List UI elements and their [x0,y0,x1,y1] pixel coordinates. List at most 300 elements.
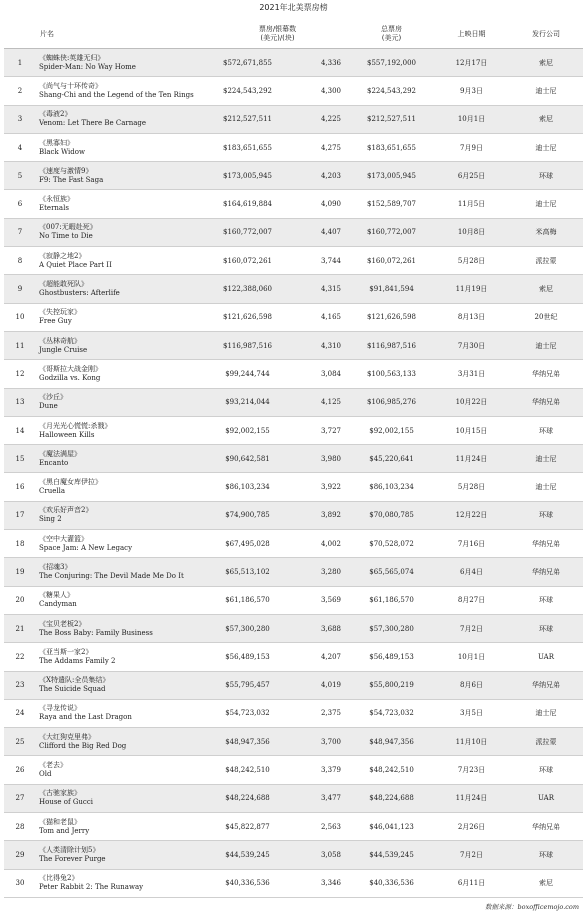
rank-cell: 16 [4,473,36,501]
theaters-cell: 3,084 [289,360,349,388]
title-cn: 《寂静之地2》 [39,251,86,260]
theaters-cell: 4,207 [289,643,349,671]
table-row [4,275,583,303]
distributor-cell: 华纳兄弟 [509,530,583,558]
release-date-cell: 11月19日 [434,275,509,303]
theaters-cell: 4,019 [289,671,349,699]
rank-cell: 11 [4,331,36,359]
table-row [4,133,583,161]
theaters-cell: 4,336 [289,49,349,77]
theaters-cell: 4,407 [289,218,349,246]
rank-cell: 6 [4,190,36,218]
total-cell: $40,336,536 [349,869,434,897]
title-cn: 《魔法满屋》 [39,449,81,458]
gross-cell: $48,224,688 [206,784,289,812]
header-gross-unit: (美元)/(块) [260,34,295,42]
distributor-cell: 环球 [509,416,583,444]
total-cell: $152,589,707 [349,190,434,218]
gross-cell: $572,671,855 [206,49,289,77]
title-cell [36,614,206,642]
title-cn: 《黑白魔女库伊拉》 [39,478,102,487]
total-cell: $70,080,785 [349,501,434,529]
release-date-cell: 7月16日 [434,530,509,558]
release-date-cell: 9月3日 [434,77,509,105]
title-cn: 《比得兔2》 [39,874,79,883]
title-cell [36,360,206,388]
title-en: Spider-Man: No Way Home [39,62,136,71]
gross-cell: $56,489,153 [206,643,289,671]
title-en: The Boss Baby: Family Business [39,628,153,637]
title-cell [36,841,206,869]
title-cell [36,162,206,190]
distributor-cell: 环球 [509,614,583,642]
distributor-cell: 索尼 [509,49,583,77]
rank-cell: 26 [4,756,36,784]
theaters-cell: 4,125 [289,388,349,416]
title-en: F9: The Fast Saga [39,175,104,184]
rank-cell: 19 [4,558,36,586]
release-date-cell: 6月25日 [434,162,509,190]
distributor-cell: 迪士尼 [509,445,583,473]
header-title: 片名 [36,20,206,49]
title-cell [36,699,206,727]
release-date-cell: 12月17日 [434,49,509,77]
title-en: Clifford the Big Red Dog [39,741,127,750]
total-cell: $121,626,598 [349,303,434,331]
release-date-cell: 2月26日 [434,813,509,841]
title-cell [36,190,206,218]
total-cell: $86,103,234 [349,473,434,501]
table-row [4,784,583,812]
distributor-cell: 派拉蒙 [509,247,583,275]
distributor-cell: UAR [509,784,583,812]
gross-cell: $65,513,102 [206,558,289,586]
rank-cell: 29 [4,841,36,869]
title-en: Peter Rabbit 2: The Runaway [39,883,144,892]
title-cell [36,445,206,473]
distributor-cell: 迪士尼 [509,331,583,359]
table-row [4,416,583,444]
gross-cell: $212,527,511 [206,105,289,133]
rank-cell: 5 [4,162,36,190]
rank-cell: 4 [4,133,36,161]
title-cell [36,784,206,812]
release-date-cell: 5月28日 [434,247,509,275]
table-row [4,501,583,529]
distributor-cell: 华纳兄弟 [509,388,583,416]
rank-cell: 30 [4,869,36,897]
distributor-cell: 迪士尼 [509,133,583,161]
title-en: Shang-Chi and the Legend of the Ten Rings [39,90,194,99]
title-en: Black Widow [39,147,85,156]
distributor-cell: 环球 [509,501,583,529]
release-date-cell: 7月9日 [434,133,509,161]
title-cell [36,671,206,699]
gross-cell: $183,651,655 [206,133,289,161]
rank-cell: 15 [4,445,36,473]
title-en: Old [39,770,52,779]
title-cell [36,49,206,77]
gross-cell: $122,388,060 [206,275,289,303]
release-date-cell: 8月27日 [434,586,509,614]
distributor-cell: 迪士尼 [509,190,583,218]
gross-cell: $48,242,510 [206,756,289,784]
page-title: 2021年北美票房榜 [259,3,328,12]
total-cell: $45,220,641 [349,445,434,473]
table-row [4,756,583,784]
title-cn: 《哥斯拉大战金刚》 [39,364,102,373]
title-en: Space Jam: A New Legacy [39,543,133,552]
total-cell: $173,005,945 [349,162,434,190]
title-en: Encanto [39,458,69,467]
gross-cell: $99,244,744 [206,360,289,388]
release-date-cell: 10月22日 [434,388,509,416]
release-date-cell: 11月24日 [434,784,509,812]
title-en: The Suicide Squad [39,685,106,694]
distributor-cell: 华纳兄弟 [509,671,583,699]
table-row [4,614,583,642]
title-en: Free Guy [39,317,72,326]
title-cell [36,869,206,897]
release-date-cell: 12月22日 [434,501,509,529]
table-row [4,558,583,586]
theaters-cell: 4,310 [289,331,349,359]
total-cell: $55,800,219 [349,671,434,699]
title-cn: 《007:无暇赴死》 [39,223,97,232]
theaters-cell: 3,569 [289,586,349,614]
table-row [4,388,583,416]
theaters-cell: 4,165 [289,303,349,331]
gross-cell: $57,300,280 [206,614,289,642]
title-cn: 《欢乐好声音2》 [39,506,93,515]
table-row [4,360,583,388]
theaters-cell: 4,315 [289,275,349,303]
title-en: Tom and Jerry [39,826,90,835]
title-cell [36,558,206,586]
distributor-cell: 华纳兄弟 [509,813,583,841]
release-date-cell: 8月6日 [434,671,509,699]
title-en: Raya and the Last Dragon [39,713,132,722]
theaters-cell: 4,275 [289,133,349,161]
title-en: No Time to Die [39,232,93,241]
rank-cell: 8 [4,247,36,275]
rank-cell: 18 [4,530,36,558]
title-cell [36,586,206,614]
table-row [4,728,583,756]
title-cell [36,473,206,501]
header-distributor: 发行公司 [509,20,583,49]
release-date-cell: 5月28日 [434,473,509,501]
distributor-cell: 索尼 [509,105,583,133]
distributor-cell: UAR [509,643,583,671]
rank-cell: 22 [4,643,36,671]
total-cell: $44,539,245 [349,841,434,869]
rank-cell: 2 [4,77,36,105]
title-cn: 《古驰家族》 [39,789,81,798]
table-row [4,49,583,77]
title-cn: 《空中大灌篮》 [39,534,88,543]
title-cell [36,728,206,756]
title-en: A Quiet Place Part II [39,260,112,269]
title-en: Halloween Kills [39,430,95,439]
title-cell [36,643,206,671]
title-cn: 《毒液2》 [39,110,72,119]
theaters-cell: 4,090 [289,190,349,218]
header-total-unit: (美元) [381,34,402,42]
title-cell [36,813,206,841]
title-cell [36,303,206,331]
theaters-cell: 3,058 [289,841,349,869]
rank-cell: 13 [4,388,36,416]
total-cell: $65,565,074 [349,558,434,586]
total-cell: $46,041,123 [349,813,434,841]
title-cell [36,133,206,161]
release-date-cell: 10月8日 [434,218,509,246]
gross-cell: $93,214,044 [206,388,289,416]
release-date-cell: 8月13日 [434,303,509,331]
rank-cell: 24 [4,699,36,727]
release-date-cell: 10月1日 [434,105,509,133]
theaters-cell: 3,688 [289,614,349,642]
rank-cell: 1 [4,49,36,77]
table-row [4,105,583,133]
title-cell [36,247,206,275]
title-en: Eternals [39,204,69,213]
table-row [4,530,583,558]
title-en: Dune [39,402,58,411]
release-date-cell: 3月31日 [434,360,509,388]
table-row [4,190,583,218]
theaters-cell: 4,225 [289,105,349,133]
title-cn: 《速度与激情9》 [39,166,93,175]
theaters-cell: 2,563 [289,813,349,841]
theaters-cell: 4,002 [289,530,349,558]
theaters-cell: 4,203 [289,162,349,190]
gross-cell: $160,772,007 [206,218,289,246]
rank-cell: 27 [4,784,36,812]
rank-cell: 14 [4,416,36,444]
table-row [4,162,583,190]
title-en: Godzilla vs. Kong [39,373,101,382]
gross-cell: $74,900,785 [206,501,289,529]
header-gross-label: 票房/银幕数 [258,25,297,33]
rank-cell: 25 [4,728,36,756]
title-en: Sing 2 [39,515,62,524]
title-cell [36,501,206,529]
title-cn: 《沙丘》 [39,393,67,402]
title-cn: 《猫和老鼠》 [39,817,81,826]
total-cell: $160,772,007 [349,218,434,246]
total-cell: $557,192,000 [349,49,434,77]
distributor-cell: 索尼 [509,275,583,303]
total-cell: $160,072,261 [349,247,434,275]
title-cn: 《亚当斯一家2》 [39,647,93,656]
total-cell: $91,841,594 [349,275,434,303]
total-cell: $224,543,292 [349,77,434,105]
box-office-table [4,20,583,898]
theaters-cell: 3,477 [289,784,349,812]
title-en: The Forever Purge [39,854,106,863]
distributor-cell: 迪士尼 [509,473,583,501]
title-cell [36,275,206,303]
title-cn: 《丛林奇航》 [39,336,81,345]
header-gross [206,20,349,49]
total-cell: $212,527,511 [349,105,434,133]
title-cn: 《失控玩家》 [39,308,81,317]
gross-cell: $45,822,877 [206,813,289,841]
gross-cell: $40,336,536 [206,869,289,897]
title-cn: 《X特遣队:全员集结》 [39,676,110,685]
release-date-cell: 10月1日 [434,643,509,671]
distributor-cell: 环球 [509,586,583,614]
title-cell [36,388,206,416]
distributor-cell: 迪士尼 [509,699,583,727]
title-cell [36,331,206,359]
title-en: The Addams Family 2 [39,656,116,665]
title-cell [36,218,206,246]
table-row [4,699,583,727]
title-en: The Conjuring: The Devil Made Me Do It [39,571,184,580]
release-date-cell: 11月24日 [434,445,509,473]
distributor-cell: 20世纪 [509,303,583,331]
theaters-cell: 3,346 [289,869,349,897]
gross-cell: $224,543,292 [206,77,289,105]
table-row [4,643,583,671]
release-date-cell: 11月5日 [434,190,509,218]
total-cell: $56,489,153 [349,643,434,671]
theaters-cell: 3,379 [289,756,349,784]
distributor-cell: 迪士尼 [509,77,583,105]
distributor-cell: 华纳兄弟 [509,558,583,586]
table-row [4,218,583,246]
release-date-cell: 7月30日 [434,331,509,359]
title-cn: 《人类清除计划5》 [39,845,100,854]
title-cell [36,105,206,133]
gross-cell: $121,626,598 [206,303,289,331]
rank-cell: 28 [4,813,36,841]
theaters-cell: 3,980 [289,445,349,473]
gross-cell: $44,539,245 [206,841,289,869]
rank-cell: 12 [4,360,36,388]
title-en: Candyman [39,600,77,609]
title-cn: 《大红狗克里弗》 [39,732,95,741]
title-cn: 《超能敢死队》 [39,280,88,289]
distributor-cell: 环球 [509,756,583,784]
total-cell: $57,300,280 [349,614,434,642]
release-date-cell: 6月4日 [434,558,509,586]
distributor-cell: 米高梅 [509,218,583,246]
gross-cell: $48,947,356 [206,728,289,756]
rank-cell: 3 [4,105,36,133]
rank-cell: 20 [4,586,36,614]
title-cell [36,77,206,105]
table-row [4,841,583,869]
distributor-cell: 索尼 [509,869,583,897]
total-cell: $61,186,570 [349,586,434,614]
table-row [4,331,583,359]
table-header-row [4,20,583,49]
header-release: 上映日期 [434,20,509,49]
total-cell: $48,947,356 [349,728,434,756]
theaters-cell: 3,892 [289,501,349,529]
distributor-cell: 环球 [509,841,583,869]
table-row [4,869,583,897]
title-cn: 《老去》 [39,761,67,770]
table-row [4,303,583,331]
title-en: Jungle Cruise [39,345,88,354]
table-row [4,813,583,841]
gross-cell: $116,987,516 [206,331,289,359]
table-row [4,473,583,501]
gross-cell: $86,103,234 [206,473,289,501]
table-row [4,586,583,614]
theaters-cell: 3,280 [289,558,349,586]
title-en: Venom: Let There Be Carnage [39,119,147,128]
gross-cell: $67,495,028 [206,530,289,558]
gross-cell: $92,002,155 [206,416,289,444]
title-en: Ghostbusters: Afterlife [39,289,120,298]
header-total-label: 总票房 [381,25,403,33]
total-cell: $54,723,032 [349,699,434,727]
total-cell: $100,563,133 [349,360,434,388]
rank-cell: 21 [4,614,36,642]
rank-cell: 7 [4,218,36,246]
theaters-cell: 3,744 [289,247,349,275]
theaters-cell: 3,922 [289,473,349,501]
rank-cell: 9 [4,275,36,303]
distributor-cell: 派拉蒙 [509,728,583,756]
title-cn: 《糖果人》 [39,591,74,600]
table-row [4,247,583,275]
table-row [4,77,583,105]
release-date-cell: 7月2日 [434,841,509,869]
total-cell: $183,651,655 [349,133,434,161]
title-cn: 《永恒族》 [39,195,74,204]
header-rank [4,20,36,49]
theaters-cell: 4,300 [289,77,349,105]
release-date-cell: 3月5日 [434,699,509,727]
gross-cell: $90,642,581 [206,445,289,473]
release-date-cell: 7月2日 [434,614,509,642]
gross-cell: $61,186,570 [206,586,289,614]
theaters-cell: 3,727 [289,416,349,444]
title-cn: 《月光光心慌慌:杀戮》 [39,421,112,430]
total-cell: $92,002,155 [349,416,434,444]
total-cell: $106,985,276 [349,388,434,416]
release-date-cell: 10月15日 [434,416,509,444]
rank-cell: 10 [4,303,36,331]
rank-cell: 17 [4,501,36,529]
title-en: Cruella [39,487,66,496]
total-cell: $70,528,072 [349,530,434,558]
distributor-cell: 华纳兄弟 [509,360,583,388]
total-cell: $48,224,688 [349,784,434,812]
data-source-note: 数据来源：boxofficemojo.com [485,903,579,911]
gross-cell: $55,795,457 [206,671,289,699]
gross-cell: $173,005,945 [206,162,289,190]
release-date-cell: 6月11日 [434,869,509,897]
distributor-cell: 环球 [509,162,583,190]
gross-cell: $54,723,032 [206,699,289,727]
title-cn: 《蜘蛛侠:英雄无归》 [39,53,105,62]
title-en: House of Gucci [39,798,93,807]
title-cn: 《黑寡妇》 [39,138,74,147]
table-row [4,445,583,473]
theaters-cell: 2,375 [289,699,349,727]
title-cn: 《寻龙传说》 [39,704,81,713]
title-cn: 《宝贝老板2》 [39,619,86,628]
gross-cell: $160,072,261 [206,247,289,275]
